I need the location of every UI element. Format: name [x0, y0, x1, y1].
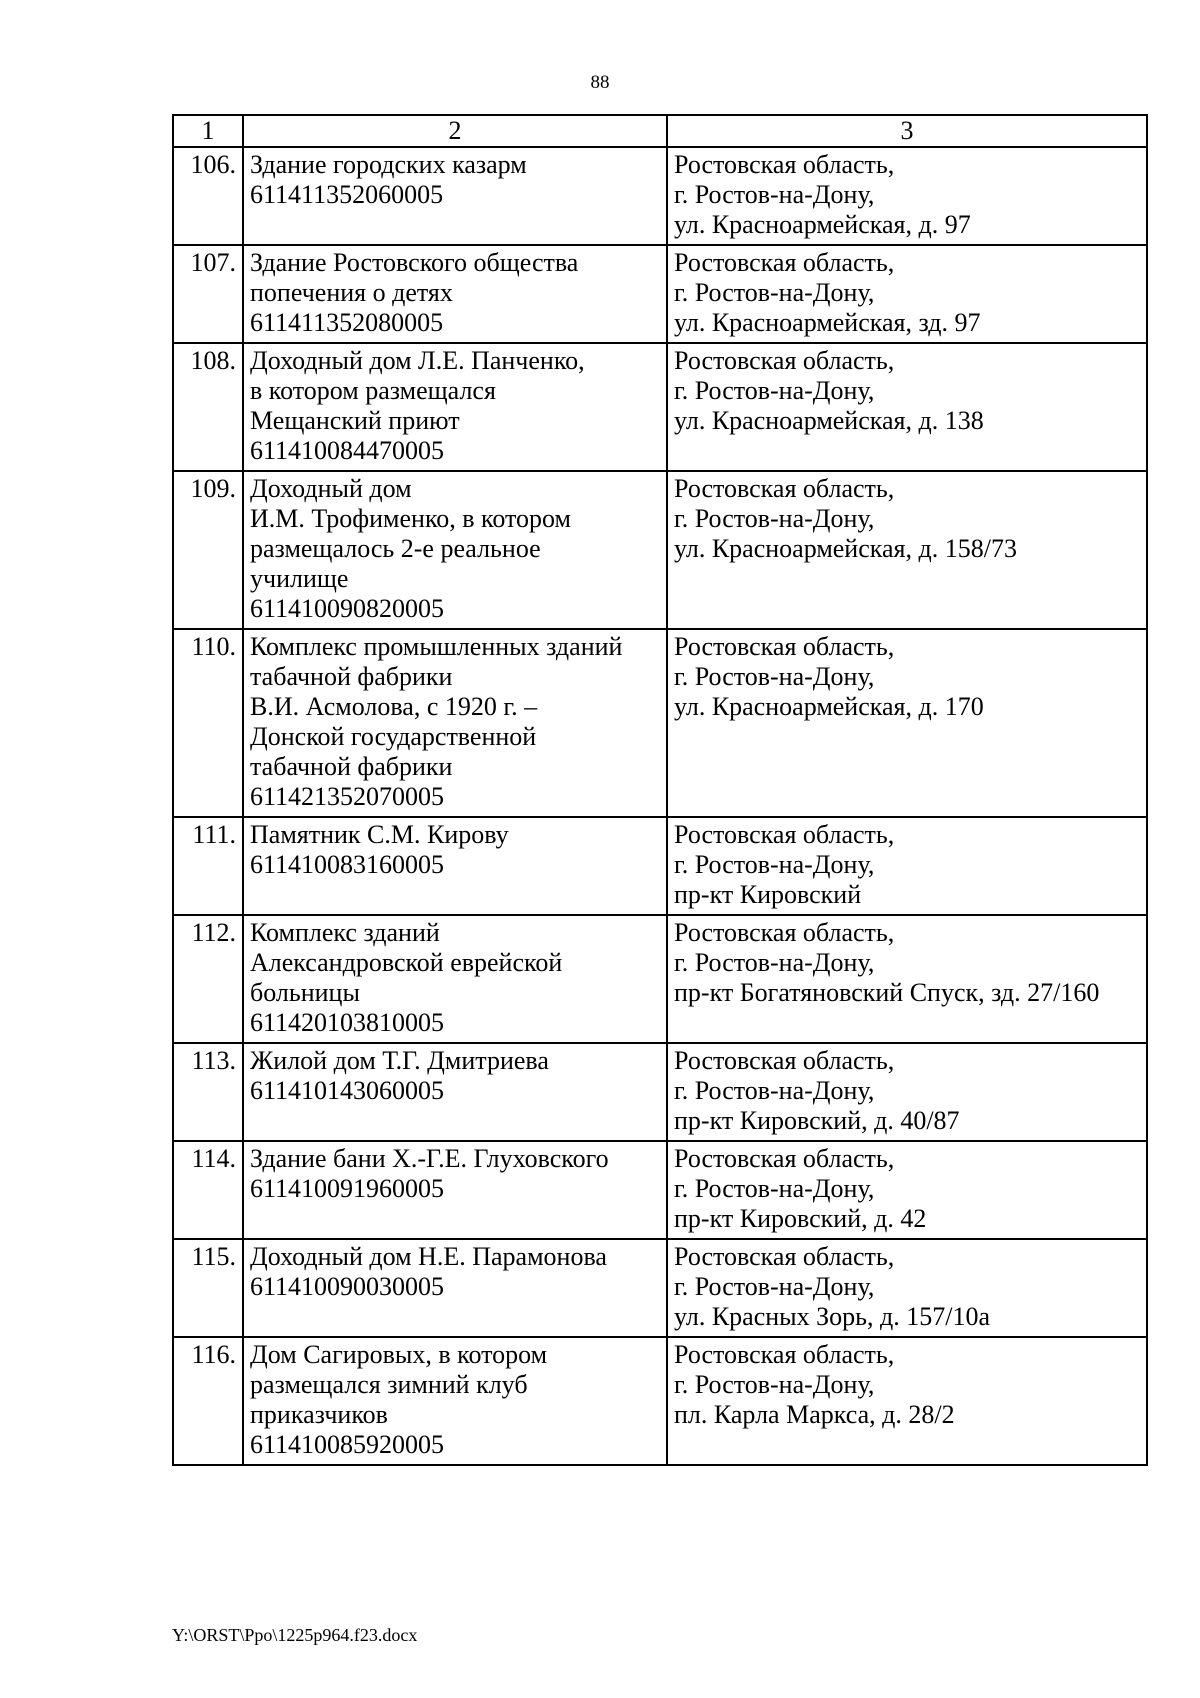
object-registry-number: 611411352080005 — [250, 308, 444, 337]
table-header — [173, 115, 1147, 147]
row-number: 112. — [173, 915, 243, 1043]
address-line: ул. Красноармейская, д. 138 — [674, 406, 984, 435]
object-name-cell — [243, 1141, 667, 1239]
address-line: Ростовская область, — [674, 1144, 895, 1173]
object-name-line: Здание городских казарм — [250, 150, 527, 179]
object-name-line: Жилой дом Т.Г. Дмитриева — [250, 1046, 549, 1075]
row-number: 110. — [173, 629, 243, 817]
object-name-line: училище — [250, 564, 349, 593]
address-line: г. Ростов-на-Дону, — [674, 278, 875, 307]
address-line: г. Ростов-на-Дону, — [674, 662, 875, 691]
object-name-line: Доходный дом Л.Е. Панченко, — [250, 346, 585, 375]
object-registry-number: 611410085920005 — [250, 1430, 445, 1459]
object-address-cell — [667, 1043, 1147, 1141]
address-line: г. Ростов-на-Дону, — [674, 1370, 875, 1399]
address-line: Ростовская область, — [674, 150, 895, 179]
address-line: Ростовская область, — [674, 474, 895, 503]
address-line: пр-кт Кировский — [674, 880, 862, 909]
object-name-cell — [243, 245, 667, 343]
table-row — [173, 1043, 1147, 1141]
object-registry-number: 611421352070005 — [250, 782, 445, 811]
address-line: г. Ростов-на-Дону, — [674, 1174, 875, 1203]
object-name-line: табачной фабрики — [250, 662, 453, 691]
heritage-objects-table — [172, 114, 1148, 1466]
object-name-cell — [243, 1239, 667, 1337]
object-address-cell — [667, 1239, 1147, 1337]
object-registry-number: 611410083160005 — [250, 850, 445, 879]
address-line: пр-кт Богатяновский Спуск, зд. 27/160 — [674, 978, 1100, 1007]
object-address-cell — [667, 343, 1147, 471]
row-number: 116. — [173, 1337, 243, 1465]
table-row — [173, 343, 1147, 471]
row-number: 108. — [173, 343, 243, 471]
row-number: 106. — [173, 147, 243, 245]
address-line: г. Ростов-на-Дону, — [674, 1076, 875, 1105]
address-line: Ростовская область, — [674, 248, 895, 277]
address-line: Ростовская область, — [674, 918, 895, 947]
object-name-line: Доходный дом — [250, 474, 412, 503]
object-address-cell — [667, 147, 1147, 245]
object-name-line: И.М. Трофименко, в котором — [250, 504, 571, 533]
object-address-cell — [667, 817, 1147, 915]
object-name-cell — [243, 1043, 667, 1141]
table-row — [173, 1337, 1147, 1465]
object-name-line: Доходный дом Н.Е. Парамонова — [250, 1242, 607, 1271]
table-row — [173, 147, 1147, 245]
object-address-cell — [667, 471, 1147, 629]
address-line: г. Ростов-на-Дону, — [674, 376, 875, 405]
address-line: г. Ростов-на-Дону, — [674, 180, 875, 209]
object-registry-number: 611411352060005 — [250, 180, 444, 209]
object-name-cell — [243, 147, 667, 245]
object-name-line: Здание Ростовского общества — [250, 248, 579, 277]
object-registry-number: 611410084470005 — [250, 436, 445, 465]
object-name-line: в котором размещался — [250, 376, 496, 405]
object-name-line: Дом Сагировых, в котором — [250, 1340, 548, 1369]
row-number: 115. — [173, 1239, 243, 1337]
address-line: пр-кт Кировский, д. 40/87 — [674, 1106, 960, 1135]
object-name-line: В.И. Асмолова, с 1920 г. – — [250, 692, 538, 721]
table-row — [173, 629, 1147, 817]
table-row — [173, 245, 1147, 343]
object-name-line: Комплекс зданий — [250, 918, 440, 947]
object-address-cell — [667, 629, 1147, 817]
object-registry-number: 611410091960005 — [250, 1174, 445, 1203]
object-name-line: Памятник С.М. Кирову — [250, 820, 509, 849]
object-name-line: табачной фабрики — [250, 752, 453, 781]
column-header-name: 2 — [243, 115, 667, 147]
address-line: ул. Красноармейская, д. 170 — [674, 692, 984, 721]
address-line: ул. Красных Зорь, д. 157/10а — [674, 1302, 991, 1331]
column-header-address: 3 — [667, 115, 1147, 147]
object-name-line: Донской государственной — [250, 722, 537, 751]
row-number: 107. — [173, 245, 243, 343]
object-name-cell — [243, 1337, 667, 1465]
object-name-cell — [243, 343, 667, 471]
address-line: Ростовская область, — [674, 1242, 895, 1271]
address-line: Ростовская область, — [674, 632, 895, 661]
object-name-line: Здание бани Х.-Г.Е. Глуховского — [250, 1144, 609, 1173]
address-line: Ростовская область, — [674, 1046, 895, 1075]
object-name-line: размещалось 2-е реальное — [250, 534, 541, 563]
column-header-number: 1 — [173, 115, 243, 147]
row-number: 114. — [173, 1141, 243, 1239]
object-registry-number: 611420103810005 — [250, 1008, 445, 1037]
object-name-cell — [243, 915, 667, 1043]
object-name-line: приказчиков — [250, 1400, 388, 1429]
object-name-line: попечения о детях — [250, 278, 453, 307]
page-number: 88 — [590, 72, 610, 93]
table-row — [173, 471, 1147, 629]
object-registry-number: 611410143060005 — [250, 1076, 445, 1105]
object-name-line: Комплекс промышленных зданий — [250, 632, 623, 661]
object-name-line: больницы — [250, 978, 360, 1007]
object-name-line: размещался зимний клуб — [250, 1370, 528, 1399]
object-address-cell — [667, 1141, 1147, 1239]
object-address-cell — [667, 1337, 1147, 1465]
table-row — [173, 817, 1147, 915]
object-name-cell — [243, 629, 667, 817]
address-line: ул. Красноармейская, д. 97 — [674, 210, 971, 239]
row-number: 111. — [173, 817, 243, 915]
object-registry-number: 611410090820005 — [250, 594, 445, 623]
object-name-cell — [243, 471, 667, 629]
object-registry-number: 611410090030005 — [250, 1272, 445, 1301]
address-line: г. Ростов-на-Дону, — [674, 1272, 875, 1301]
table-row — [173, 1141, 1147, 1239]
address-line: Ростовская область, — [674, 346, 895, 375]
address-line: г. Ростов-на-Дону, — [674, 948, 875, 977]
table-row — [173, 915, 1147, 1043]
object-name-cell — [243, 817, 667, 915]
table-row — [173, 1239, 1147, 1337]
header-row — [173, 115, 1147, 147]
object-name-line: Мещанский приют — [250, 406, 460, 435]
address-line: ул. Красноармейская, д. 158/73 — [674, 534, 1017, 563]
address-line: ул. Красноармейская, зд. 97 — [674, 308, 981, 337]
row-number: 109. — [173, 471, 243, 629]
address-line: пр-кт Кировский, д. 42 — [674, 1204, 927, 1233]
address-line: г. Ростов-на-Дону, — [674, 850, 875, 879]
address-line: Ростовская область, — [674, 820, 895, 849]
footer-file-path: Y:\ORST\Ppo\1225p964.f23.docx — [172, 1625, 418, 1645]
object-address-cell — [667, 245, 1147, 343]
table-body — [173, 147, 1147, 1465]
row-number: 113. — [173, 1043, 243, 1141]
address-line: Ростовская область, — [674, 1340, 895, 1369]
object-address-cell — [667, 915, 1147, 1043]
address-line: г. Ростов-на-Дону, — [674, 504, 875, 533]
address-line: пл. Карла Маркса, д. 28/2 — [674, 1400, 955, 1429]
object-name-line: Александровской еврейской — [250, 948, 563, 977]
